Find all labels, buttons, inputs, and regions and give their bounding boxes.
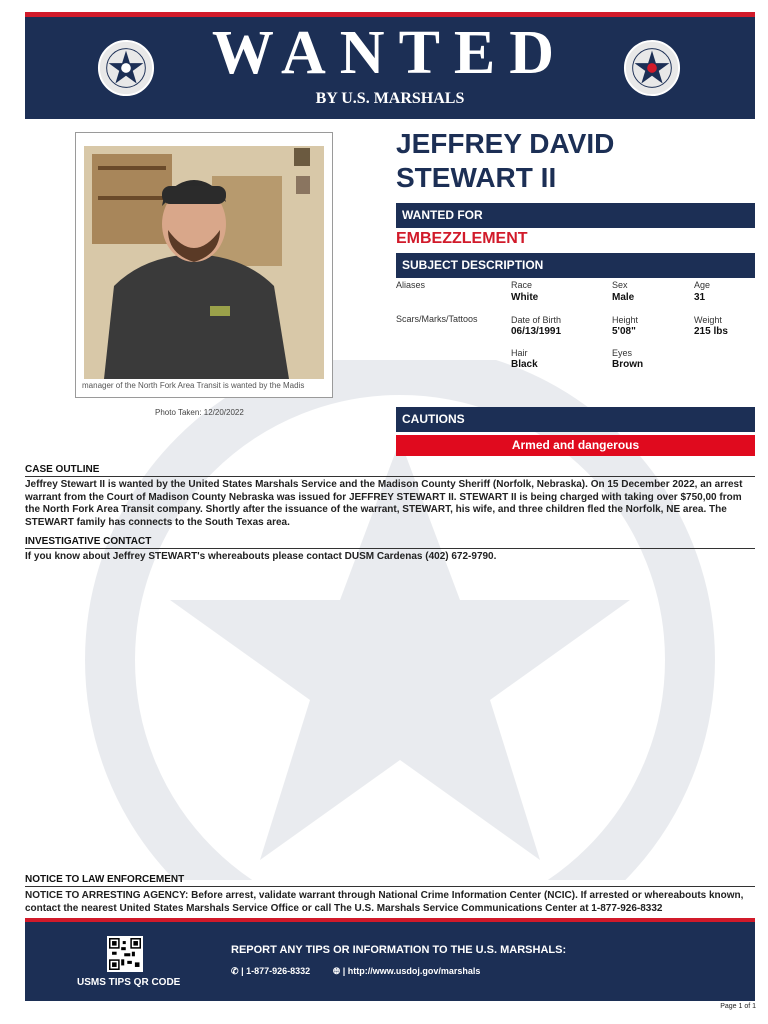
tips-phone[interactable]: [231, 966, 310, 977]
subject-name-line2: STEWART II: [396, 162, 557, 193]
subject-name: [396, 127, 756, 195]
age-label: Age: [694, 280, 711, 290]
subject-photo: [84, 146, 324, 379]
tips-phone-number: | 1-877-926-8332: [241, 966, 311, 976]
wanted-title: WANTED: [211, 19, 569, 87]
caution-alert: Armed and dangerous: [396, 435, 755, 456]
case-outline-text: Jeffrey Stewart II is wanted by the United States Marshals Service and the Madison County Sheriff (Norfolk, Nebraska). On 15 December 2022, an arrest warrant from the Court of Madison County Nebraska was issued for JEFFREY STEWART II. STEWART II is being charged with taking over $750,00 from the North Fork Area Transit company. Shortly after the issuance of the warrant, STEWART, his wife, and three children fled the Norfolk, NE area. The STEWART family has connects to the South Texas area.: [25, 479, 743, 528]
notice-title: NOTICE TO LAW ENFORCEMENT: [25, 874, 755, 887]
sex-label: Sex: [612, 280, 628, 290]
photo-taken-date: Photo Taken: 12/20/2022: [155, 408, 244, 417]
cautions-bar: CAUTIONS: [396, 407, 755, 432]
crime-label: EMBEZZLEMENT: [396, 230, 528, 247]
investigative-contact-title: INVESTIGATIVE CONTACT: [25, 536, 755, 549]
case-outline-title: CASE OUTLINE: [25, 464, 755, 477]
scars-label: Scars/Marks/Tattoos: [396, 314, 478, 324]
age-value: 31: [694, 292, 706, 303]
dob-label: Date of Birth: [511, 315, 562, 325]
race-value: White: [511, 292, 539, 303]
hair-label: Hair: [511, 348, 528, 358]
investigative-contact-text: If you know about Jeffrey STEWART's whereabouts please contact DUSM Cardenas (402) 672-9790.: [25, 551, 497, 562]
aliases-label: Aliases: [396, 280, 426, 290]
dob-value: 06/13/1991: [511, 326, 562, 337]
height-label: Height: [612, 315, 639, 325]
tips-heading: REPORT ANY TIPS OR INFORMATION TO THE U.S. MARSHALS:: [231, 944, 567, 956]
subject-description: [396, 280, 756, 380]
wanted-for-bar: WANTED FOR: [396, 203, 755, 228]
wanted-header: [25, 12, 755, 119]
subject-name-line1: JEFFREY DAVID: [396, 128, 615, 159]
tips-footer: [25, 918, 755, 1001]
tips-website-url: | http://www.usdoj.gov/marshals: [342, 966, 481, 976]
wanted-subtitle: BY U.S. MARSHALS: [315, 90, 465, 107]
eyes-value: Brown: [612, 359, 644, 370]
marshals-star-icon: [623, 39, 681, 97]
weight-value: 215 lbs: [694, 326, 728, 337]
globe-icon: 🌐︎: [333, 966, 341, 976]
height-value: 5'08": [612, 326, 636, 337]
race-label: Race: [511, 280, 533, 290]
hair-value: Black: [511, 359, 538, 370]
photo-caption: manager of the North Fork Area Transit is wanted by the Madis: [82, 381, 305, 390]
tips-website[interactable]: [333, 966, 480, 977]
subject-description-bar: SUBJECT DESCRIPTION: [396, 253, 755, 278]
page-number: Page 1 of 1: [720, 1003, 756, 1010]
qr-code-label: USMS TIPS QR CODE: [77, 977, 181, 988]
notice-text: NOTICE TO ARRESTING AGENCY: Before arrest, validate warrant through National Crime Information Center (NCIC). If arrested or whereabouts known, contact the nearest United States Marshals Service Office or call The U.S. Marshals Service Communications Center at 1-877-926-8332: [25, 890, 744, 914]
weight-label: Weight: [694, 315, 722, 325]
eyes-label: Eyes: [612, 348, 633, 358]
phone-icon: ✆: [231, 966, 239, 976]
subject-photo-frame: [75, 132, 333, 398]
sex-value: Male: [612, 292, 635, 303]
qr-code[interactable]: [107, 936, 143, 972]
